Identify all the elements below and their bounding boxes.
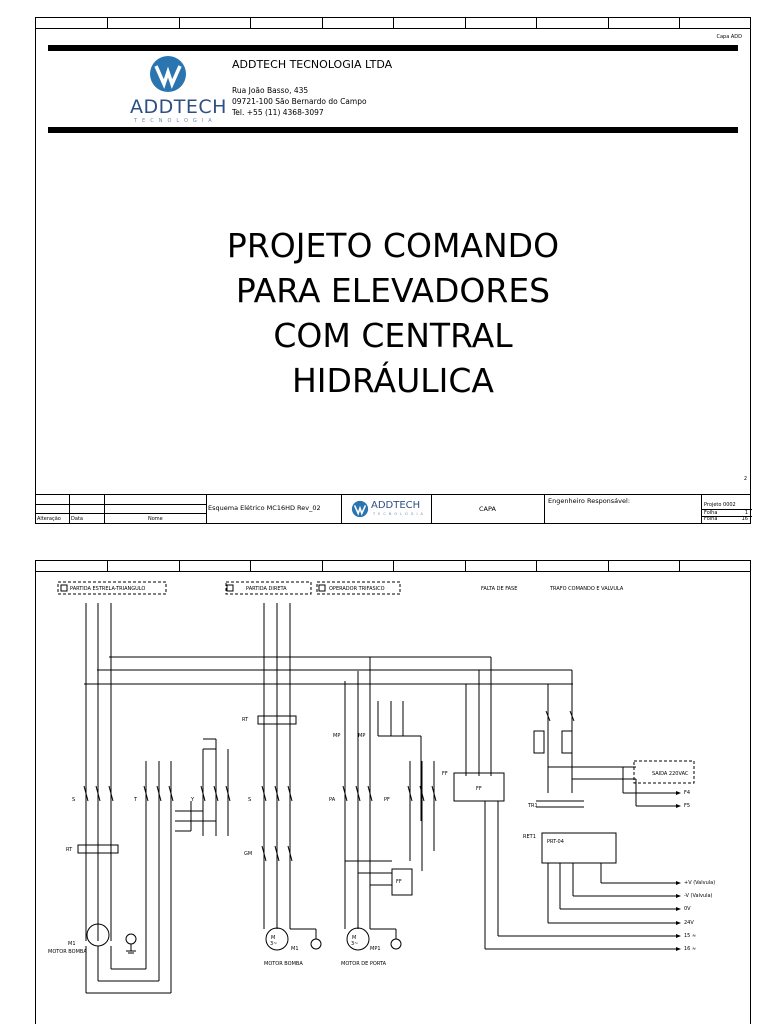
col-nome: Nome — [148, 516, 163, 522]
company-logo — [130, 54, 227, 126]
label-m1-direta: M1 — [291, 946, 299, 952]
label-ff-block: FF — [396, 879, 402, 885]
electrical-schematic — [36, 561, 752, 1025]
column-ruler — [36, 18, 750, 29]
drawing-name: Esquema Elétrico MC16HD Rev_02 — [208, 504, 321, 512]
page-number: 2 — [743, 476, 747, 482]
schematic-sheet — [35, 560, 751, 1024]
label-prt-04: PRT-04 — [547, 839, 564, 845]
label-y1: Y — [191, 797, 195, 803]
output-15: 15 ≈ — [684, 933, 697, 939]
folha-value-1: 1 — [744, 510, 748, 516]
label-partida-direta: PARTIDA DIRETA — [246, 586, 287, 592]
label-mp1: MP1 — [370, 946, 381, 952]
label-rt-direta: RT — [242, 717, 249, 723]
title-line-3: COM CENTRAL — [273, 316, 513, 355]
label-mp-b: MP — [358, 733, 366, 739]
title-line-4: HIDRÁULICA — [291, 361, 494, 400]
addtech-logo-icon — [148, 54, 188, 94]
project-number: Projeto 0002 — [704, 502, 736, 508]
cover-sheet — [35, 17, 751, 524]
header-bottom-bar — [48, 127, 738, 133]
col-data: Data — [71, 516, 83, 522]
addtech-logo-icon-small — [351, 500, 369, 518]
title-block-logo — [351, 499, 431, 519]
output-16: 16 ≈ — [684, 946, 697, 952]
output-f5: F5 — [684, 803, 691, 809]
label-pf: PF — [384, 797, 390, 803]
label-t1: T — [134, 797, 138, 803]
label-motor-bomba-1: MOTOR BOMBA — [48, 949, 87, 955]
label-operador-trifasico: OPERADOR TRIFASICO — [329, 586, 385, 592]
tb-logo-sub: TECNOLOGIA — [373, 512, 426, 516]
output-plus-v-valvula: +V (Valvula) — [684, 880, 716, 886]
title-line-2: PARA ELEVADORES — [235, 271, 551, 310]
label-motor-m-2: M — [352, 935, 357, 941]
address-line-2: 09721-100 São Bernardo do Campo — [232, 97, 367, 106]
label-mp-a: MP — [333, 733, 341, 739]
title-line-1: PROJETO COMANDO — [226, 226, 560, 265]
label-m1-estrela: M1 — [68, 941, 76, 947]
label-ff-in: FF — [442, 771, 448, 777]
page-tag: Capa ADD — [716, 34, 742, 40]
label-falta-de-fase: FALTA DE FASE — [481, 586, 518, 592]
label-motor-m-1: M — [271, 935, 276, 941]
folha-label-1: Folha — [704, 510, 718, 516]
label-motor-3ph-1: 3~ — [270, 941, 278, 947]
tb-logo-text: ADDTECH — [371, 500, 421, 511]
company-name: ADDTECH TECNOLOGIA LTDA — [232, 58, 393, 71]
label-ret1: RET1 — [523, 834, 536, 840]
label-gm: GM — [244, 851, 253, 857]
section-name: CAPA — [479, 505, 496, 513]
folha-label-2: Folha — [704, 516, 718, 522]
label-trafo-comando: TRAFO COMANDO E VALVULA — [550, 586, 624, 592]
logo-brand-text: ADDTECH — [130, 96, 227, 118]
label-rt-estrela: RT — [66, 847, 73, 853]
label-motor-de-porta: MOTOR DE PORTA — [341, 961, 387, 967]
title-block — [36, 494, 750, 523]
label-motor-3ph-2: 3~ — [351, 941, 359, 947]
header-top-bar — [48, 45, 738, 51]
label-tr1: TR1 — [528, 803, 538, 809]
engineer-label: Engenheiro Responsável: — [548, 497, 631, 505]
label-pa: PA — [329, 797, 336, 803]
label-partida-estrela: PARTIDA ESTRELA-TRIANGULO — [70, 586, 146, 592]
address-line-1: Rua João Basso, 435 — [232, 86, 309, 95]
label-s2: S — [248, 797, 252, 803]
label-saida-220vac: SAIDA 220VAC — [652, 771, 689, 777]
output-f4: F4 — [684, 790, 691, 796]
folha-value-2: 16 — [741, 516, 748, 522]
label-motor-bomba-2: MOTOR BOMBA — [264, 961, 303, 967]
label-ff-box: FF — [476, 786, 482, 792]
col-alteracao: Alteração — [37, 516, 61, 522]
output-0v: 0V — [684, 906, 691, 912]
label-s1: S — [72, 797, 76, 803]
project-title — [36, 223, 750, 403]
address-line-3: Tel. +55 (11) 4368-3097 — [232, 108, 324, 117]
output-minus-v-valvula: -V (Valvula) — [684, 893, 713, 899]
output-24v: 24V — [684, 920, 694, 926]
logo-sub-text: TECNOLOGIA — [134, 118, 217, 124]
